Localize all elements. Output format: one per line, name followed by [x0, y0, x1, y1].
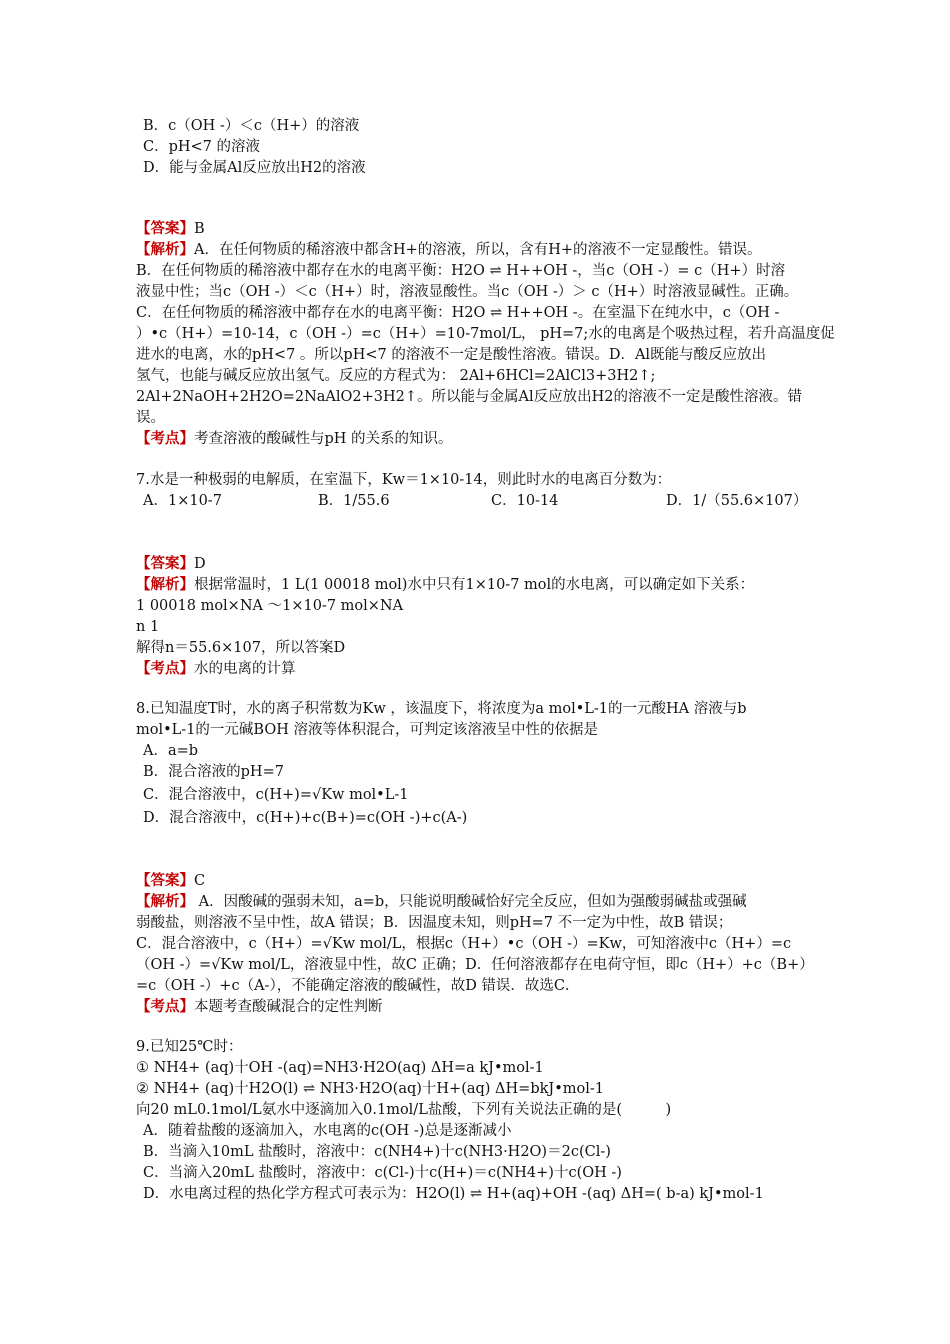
q6-analysis-line: C．在任何物质的稀溶液中都存在水的电离平衡：H2O ⇌ H++OH -。在室温下在纯水中，c（OH - — [136, 305, 780, 321]
q6-analysis-line: 进水的电离，水的pH<7 。所以pH<7 的溶液不一定是酸性溶液。错误。D．Al既能与酸反应放出 — [136, 347, 767, 363]
q9-equation-2: ② NH4+ (aq)十H2O(l) ⇌ NH3·H2O(aq)十H+(aq) ΔH=bkJ•mol-1 — [136, 1081, 604, 1097]
q8-analysis-line — [136, 893, 747, 911]
q7-analysis-text: 根据常温时，1 L(1 00018 mol)水中只有1×10-7 mol的水电离，可以确定如下关系： — [194, 577, 755, 593]
q6-option-c: C．pH<7 的溶液 — [143, 139, 261, 155]
q9-option-a: A．随着盐酸的逐滴加入，水电离的c(OH -)总是逐渐减小 — [143, 1123, 512, 1139]
answer-label: 【答案】 — [136, 220, 194, 237]
point-label: 【考点】 — [136, 660, 194, 677]
q6-answer-value: B — [194, 221, 205, 237]
q9-equation-1: ① NH4+ (aq)十OH -(aq)=NH3·H2O(aq) ΔH=a kJ•mol-1 — [136, 1060, 544, 1076]
analysis-label: 【解析】 — [136, 241, 194, 258]
q8-stem-line: mol•L-1的一元碱BOH 溶液等体积混合，可判定该溶液呈中性的依据是 — [136, 722, 598, 738]
q7-stem: 7.水是一种极弱的电解质，在室温下，Kw＝1×10-14，则此时水的电离百分数为： — [136, 472, 672, 488]
q7-option-a: A．1×10-7 — [143, 493, 222, 509]
q6-analysis-text: A．在任何物质的稀溶液中都含H+的溶液，所以，含有H+的溶液不一定显酸性。错误。 — [194, 242, 762, 258]
q7-analysis-line: 1 00018 mol×NA ～1×10-7 mol×NA — [136, 598, 404, 614]
q7-option-d: D．1/（55.6×107） — [666, 493, 808, 509]
q6-analysis-line: 液显中性；当c（OH -）＜c（H+）时，溶液显酸性。当c（OH -）＞ c（H+）时溶液显碱性。正确。 — [136, 284, 799, 300]
q8-analysis-line: C．混合溶液中，c（H+）=√Kw mol/L，根据c（H+）•c（OH -）=Kw，可知溶液中c（H+）=c — [136, 936, 792, 952]
q6-analysis-line — [136, 241, 762, 259]
q8-analysis-text: A．因酸碱的强弱未知，a=b，只能说明酸碱恰好完全反应，但如为强酸弱碱盐或强碱 — [194, 894, 747, 910]
q6-point — [136, 430, 453, 448]
q9-stem-line: 向20 mL0.1mol/L氨水中逐滴加入0.1mol/L盐酸，下列有关说法正确的是( ) — [136, 1102, 672, 1118]
q8-option-c: C．混合溶液中，c(H+)=√Kw mol•L-1 — [143, 787, 409, 803]
q6-analysis-line: B．在任何物质的稀溶液中都存在水的电离平衡：H2O ⇌ H++OH -，当c（OH -）= c（H+）时溶 — [136, 263, 786, 279]
answer-label: 【答案】 — [136, 555, 194, 572]
q7-point-text: 水的电离的计算 — [194, 661, 296, 677]
q8-answer — [136, 872, 205, 890]
q6-point-text: 考查溶液的酸碱性与pH 的关系的知识。 — [194, 431, 453, 447]
q8-option-b: B．混合溶液的pH=7 — [143, 764, 284, 780]
q6-option-d: D．能与金属Al反应放出H2的溶液 — [143, 160, 366, 176]
analysis-label: 【解析】 — [136, 893, 194, 910]
q7-option-c: C．10-14 — [491, 493, 559, 509]
q6-analysis-line: 2Al+2NaOH+2H2O=2NaAlO2+3H2↑。所以能与金属Al反应放出H2的溶液不一定是酸性溶液。错 — [136, 389, 803, 405]
q7-analysis-line: n 1 — [136, 619, 160, 635]
q6-answer — [136, 220, 205, 238]
q8-point-text: 本题考查酸碱混合的定性判断 — [194, 999, 383, 1015]
q9-option-c: C．当滴入20mL 盐酸时，溶液中：c(Cl-)十c(H+)＝c(NH4+)十c(OH -) — [143, 1165, 622, 1181]
q8-answer-value: C — [194, 873, 206, 889]
q7-analysis-line: 解得n＝55.6×107，所以答案D — [136, 640, 346, 656]
q8-point — [136, 998, 383, 1016]
point-label: 【考点】 — [136, 998, 194, 1015]
q8-analysis-line: 弱酸盐，则溶液不呈中性，故A 错误；B．因温度未知，则pH=7 不一定为中性，故B 错误； — [136, 915, 733, 931]
q9-option-b: B．当滴入10mL 盐酸时，溶液中：c(NH4+)十c(NH3·H2O)＝2c(Cl-) — [143, 1144, 611, 1160]
q8-option-d: D．混合溶液中，c(H+)+c(B+)=c(OH -)+c(A-) — [143, 810, 468, 826]
analysis-label: 【解析】 — [136, 576, 194, 593]
q7-analysis-line — [136, 576, 754, 594]
q8-analysis-line: =c（OH -）+c（A-），不能确定溶液的酸碱性，故D 错误．故选C． — [136, 978, 580, 994]
point-label: 【考点】 — [136, 430, 194, 447]
q8-stem-line: 8.已知温度T时，水的离子积常数为Kw ，该温度下，将浓度为a mol•L-1的一元酸HA 溶液与b — [136, 701, 747, 717]
q6-analysis-line: 误。 — [136, 410, 165, 426]
q7-option-b: B．1/55.6 — [318, 493, 390, 509]
q6-analysis-line: ）•c（H+）=10-14，c（OH -）=c（H+）=10-7mol/L， pH=7;水的电离是个吸热过程，若升高温度促 — [136, 326, 835, 342]
q6-analysis-line: 氢气，也能与碱反应放出氢气。反应的方程式为： 2Al+6HCl=2AlCl3+3H2↑; — [136, 368, 656, 384]
q7-answer — [136, 555, 206, 573]
answer-label: 【答案】 — [136, 872, 194, 889]
q8-analysis-line: （OH -）=√Kw mol/L，溶液显中性，故C 正确；D．任何溶液都存在电荷守恒，即c（H+）+c（B+） — [136, 957, 814, 973]
q7-point — [136, 660, 296, 678]
q8-option-a: A．a=b — [143, 743, 199, 759]
q9-option-d: D．水电离过程的热化学方程式可表示为：H2O(l) ⇌ H+(aq)+OH -(aq) ΔH=( b-a) kJ•mol-1 — [143, 1186, 764, 1202]
q7-answer-value: D — [194, 556, 206, 572]
q9-stem-line: 9.已知25℃时： — [136, 1039, 243, 1055]
q6-option-b: B．c（OH -）＜c（H+）的溶液 — [143, 118, 360, 134]
